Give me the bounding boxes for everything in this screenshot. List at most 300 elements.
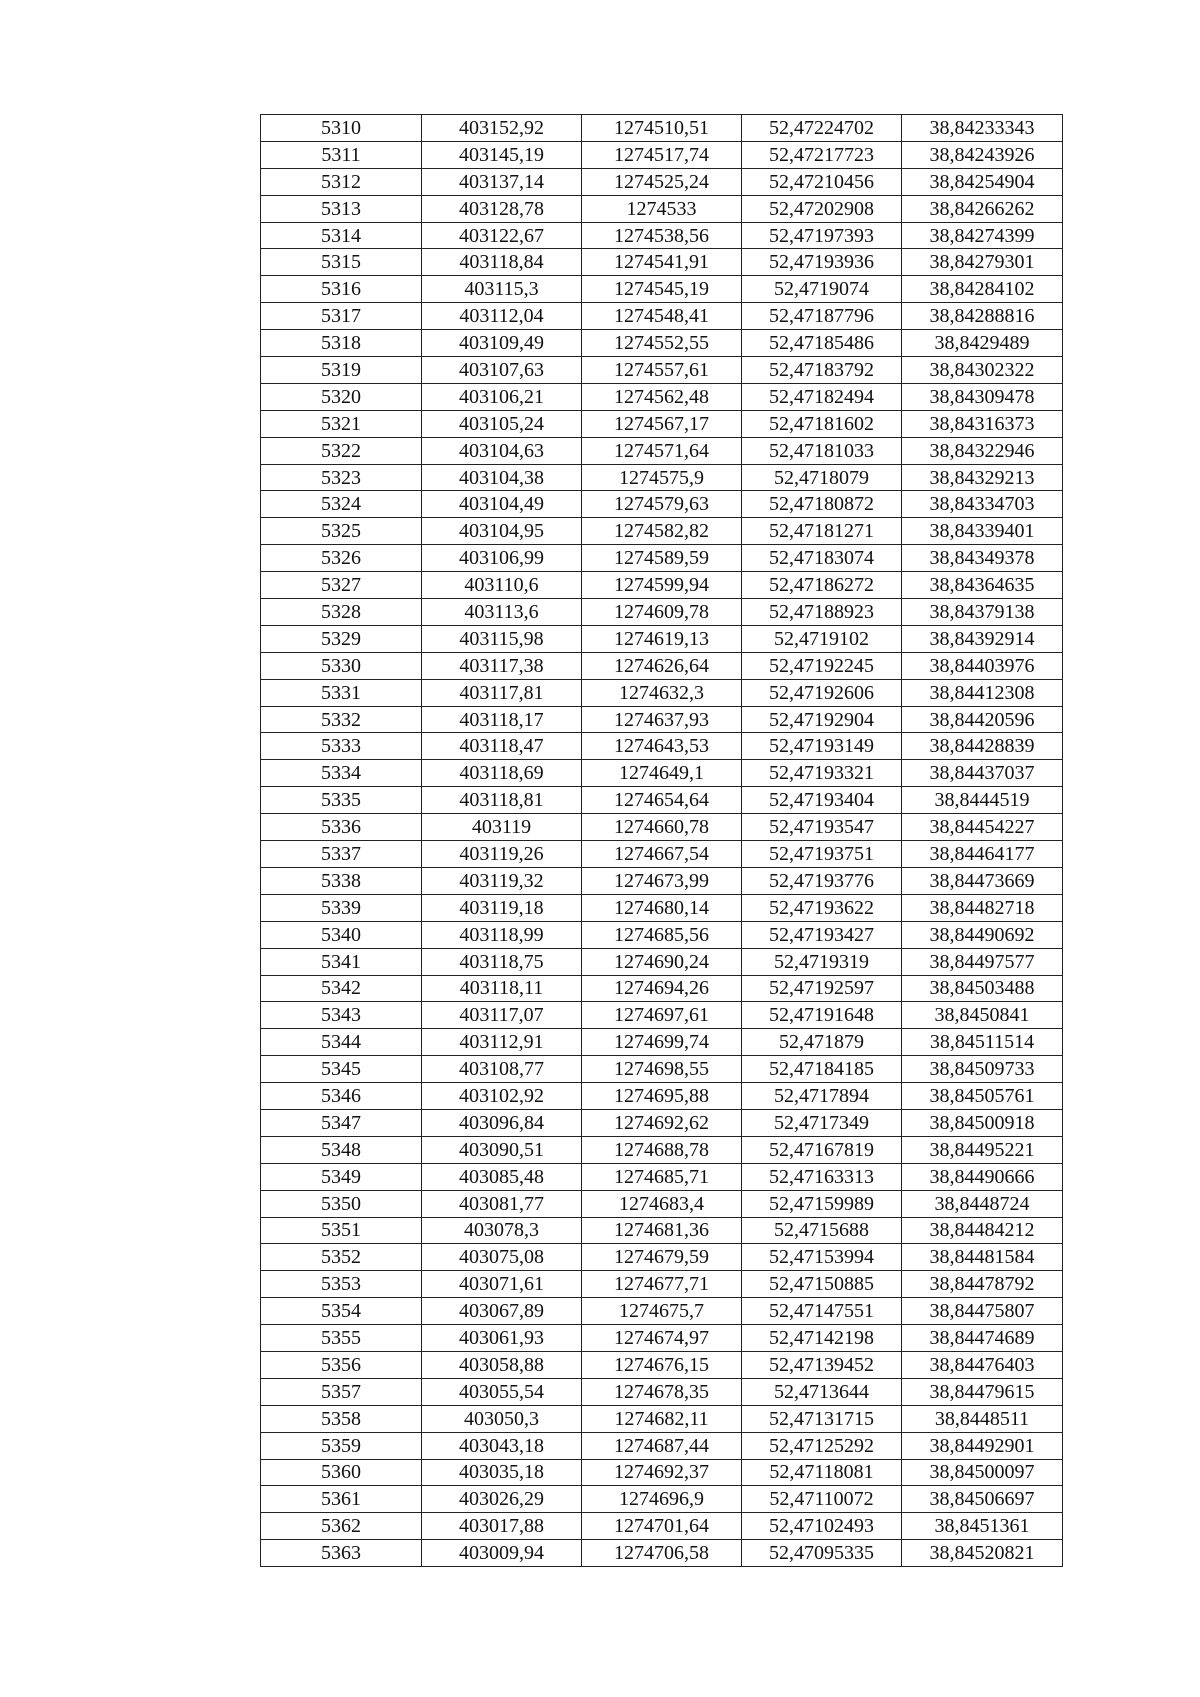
- point-number-cell: 5354: [261, 1298, 422, 1325]
- table-row: [261, 599, 1063, 626]
- point-number-cell: 5327: [261, 572, 422, 599]
- x-coordinate-cell: 403115,3: [422, 276, 582, 303]
- longitude-cell: 38,84437037: [902, 760, 1063, 787]
- table-row: [261, 787, 1063, 814]
- point-number-cell: 5314: [261, 222, 422, 249]
- table-row: [261, 518, 1063, 545]
- x-coordinate-cell: 403117,81: [422, 679, 582, 706]
- point-number-cell: 5355: [261, 1325, 422, 1352]
- point-number-cell: 5329: [261, 625, 422, 652]
- x-coordinate-cell: 403061,93: [422, 1325, 582, 1352]
- latitude-cell: 52,4719102: [742, 625, 902, 652]
- point-number-cell: 5312: [261, 168, 422, 195]
- table-row: [261, 679, 1063, 706]
- y-coordinate-cell: 1274677,71: [582, 1271, 742, 1298]
- longitude-cell: 38,84284102: [902, 276, 1063, 303]
- point-number-cell: 5333: [261, 733, 422, 760]
- x-coordinate-cell: 403118,17: [422, 706, 582, 733]
- x-coordinate-cell: 403085,48: [422, 1163, 582, 1190]
- table-row: [261, 867, 1063, 894]
- longitude-cell: 38,84379138: [902, 599, 1063, 626]
- table-row: [261, 921, 1063, 948]
- table-row: [261, 975, 1063, 1002]
- table-row: [261, 1109, 1063, 1136]
- x-coordinate-cell: 403090,51: [422, 1136, 582, 1163]
- y-coordinate-cell: 1274676,15: [582, 1351, 742, 1378]
- latitude-cell: 52,47102493: [742, 1513, 902, 1540]
- x-coordinate-cell: 403128,78: [422, 195, 582, 222]
- point-number-cell: 5319: [261, 357, 422, 384]
- point-number-cell: 5310: [261, 115, 422, 142]
- table-row: [261, 141, 1063, 168]
- x-coordinate-cell: 403117,38: [422, 652, 582, 679]
- longitude-cell: 38,84322946: [902, 437, 1063, 464]
- latitude-cell: 52,47193404: [742, 787, 902, 814]
- longitude-cell: 38,8451361: [902, 1513, 1063, 1540]
- latitude-cell: 52,47224702: [742, 115, 902, 142]
- point-number-cell: 5331: [261, 679, 422, 706]
- y-coordinate-cell: 1274687,44: [582, 1432, 742, 1459]
- longitude-cell: 38,84464177: [902, 841, 1063, 868]
- point-number-cell: 5334: [261, 760, 422, 787]
- table-row: [261, 437, 1063, 464]
- table-row: [261, 276, 1063, 303]
- x-coordinate-cell: 403071,61: [422, 1271, 582, 1298]
- longitude-cell: 38,84476403: [902, 1351, 1063, 1378]
- point-number-cell: 5360: [261, 1459, 422, 1486]
- latitude-cell: 52,47192606: [742, 679, 902, 706]
- table-row: [261, 948, 1063, 975]
- table-row: [261, 1298, 1063, 1325]
- x-coordinate-cell: 403035,18: [422, 1459, 582, 1486]
- x-coordinate-cell: 403119,18: [422, 894, 582, 921]
- x-coordinate-cell: 403110,6: [422, 572, 582, 599]
- point-number-cell: 5335: [261, 787, 422, 814]
- longitude-cell: 38,84478792: [902, 1271, 1063, 1298]
- point-number-cell: 5322: [261, 437, 422, 464]
- latitude-cell: 52,47185486: [742, 330, 902, 357]
- longitude-cell: 38,84505761: [902, 1083, 1063, 1110]
- point-number-cell: 5317: [261, 303, 422, 330]
- table-row: [261, 330, 1063, 357]
- latitude-cell: 52,47153994: [742, 1244, 902, 1271]
- x-coordinate-cell: 403152,92: [422, 115, 582, 142]
- table-row: [261, 1029, 1063, 1056]
- latitude-cell: 52,47191648: [742, 1002, 902, 1029]
- longitude-cell: 38,84511514: [902, 1029, 1063, 1056]
- y-coordinate-cell: 1274654,64: [582, 787, 742, 814]
- y-coordinate-cell: 1274619,13: [582, 625, 742, 652]
- y-coordinate-cell: 1274675,7: [582, 1298, 742, 1325]
- point-number-cell: 5313: [261, 195, 422, 222]
- x-coordinate-cell: 403096,84: [422, 1109, 582, 1136]
- longitude-cell: 38,84484212: [902, 1217, 1063, 1244]
- y-coordinate-cell: 1274696,9: [582, 1486, 742, 1513]
- longitude-cell: 38,84302322: [902, 357, 1063, 384]
- point-number-cell: 5337: [261, 841, 422, 868]
- x-coordinate-cell: 403104,38: [422, 464, 582, 491]
- y-coordinate-cell: 1274682,11: [582, 1405, 742, 1432]
- latitude-cell: 52,471879: [742, 1029, 902, 1056]
- table-row: [261, 1432, 1063, 1459]
- x-coordinate-cell: 403119: [422, 814, 582, 841]
- latitude-cell: 52,47193427: [742, 921, 902, 948]
- table-row: [261, 1351, 1063, 1378]
- latitude-cell: 52,47095335: [742, 1540, 902, 1567]
- table-row: [261, 1217, 1063, 1244]
- y-coordinate-cell: 1274510,51: [582, 115, 742, 142]
- latitude-cell: 52,47159989: [742, 1190, 902, 1217]
- table-row: [261, 545, 1063, 572]
- longitude-cell: 38,8448511: [902, 1405, 1063, 1432]
- longitude-cell: 38,84503488: [902, 975, 1063, 1002]
- y-coordinate-cell: 1274626,64: [582, 652, 742, 679]
- longitude-cell: 38,8429489: [902, 330, 1063, 357]
- point-number-cell: 5341: [261, 948, 422, 975]
- table-row: [261, 1540, 1063, 1567]
- table-row: [261, 841, 1063, 868]
- x-coordinate-cell: 403137,14: [422, 168, 582, 195]
- table-row: [261, 1459, 1063, 1486]
- longitude-cell: 38,84279301: [902, 249, 1063, 276]
- table-row: [261, 1002, 1063, 1029]
- latitude-cell: 52,4715688: [742, 1217, 902, 1244]
- latitude-cell: 52,47181033: [742, 437, 902, 464]
- point-number-cell: 5347: [261, 1109, 422, 1136]
- x-coordinate-cell: 403107,63: [422, 357, 582, 384]
- longitude-cell: 38,84490692: [902, 921, 1063, 948]
- x-coordinate-cell: 403118,11: [422, 975, 582, 1002]
- longitude-cell: 38,84233343: [902, 115, 1063, 142]
- latitude-cell: 52,4713644: [742, 1378, 902, 1405]
- x-coordinate-cell: 403122,67: [422, 222, 582, 249]
- point-number-cell: 5349: [261, 1163, 422, 1190]
- longitude-cell: 38,84492901: [902, 1432, 1063, 1459]
- x-coordinate-cell: 403119,26: [422, 841, 582, 868]
- longitude-cell: 38,84509733: [902, 1056, 1063, 1083]
- point-number-cell: 5338: [261, 867, 422, 894]
- longitude-cell: 38,84349378: [902, 545, 1063, 572]
- x-coordinate-cell: 403058,88: [422, 1351, 582, 1378]
- y-coordinate-cell: 1274673,99: [582, 867, 742, 894]
- y-coordinate-cell: 1274680,14: [582, 894, 742, 921]
- y-coordinate-cell: 1274667,54: [582, 841, 742, 868]
- longitude-cell: 38,84482718: [902, 894, 1063, 921]
- table-row: [261, 814, 1063, 841]
- x-coordinate-cell: 403118,99: [422, 921, 582, 948]
- y-coordinate-cell: 1274557,61: [582, 357, 742, 384]
- latitude-cell: 52,47188923: [742, 599, 902, 626]
- x-coordinate-cell: 403075,08: [422, 1244, 582, 1271]
- table-row: [261, 760, 1063, 787]
- y-coordinate-cell: 1274552,55: [582, 330, 742, 357]
- point-number-cell: 5328: [261, 599, 422, 626]
- y-coordinate-cell: 1274579,63: [582, 491, 742, 518]
- latitude-cell: 52,47187796: [742, 303, 902, 330]
- x-coordinate-cell: 403026,29: [422, 1486, 582, 1513]
- y-coordinate-cell: 1274683,4: [582, 1190, 742, 1217]
- latitude-cell: 52,47193622: [742, 894, 902, 921]
- y-coordinate-cell: 1274562,48: [582, 383, 742, 410]
- longitude-cell: 38,84490666: [902, 1163, 1063, 1190]
- x-coordinate-cell: 403118,75: [422, 948, 582, 975]
- table-row: [261, 303, 1063, 330]
- latitude-cell: 52,4717349: [742, 1109, 902, 1136]
- table-row: [261, 1271, 1063, 1298]
- latitude-cell: 52,47192904: [742, 706, 902, 733]
- point-number-cell: 5339: [261, 894, 422, 921]
- point-number-cell: 5348: [261, 1136, 422, 1163]
- latitude-cell: 52,4719319: [742, 948, 902, 975]
- latitude-cell: 52,47181271: [742, 518, 902, 545]
- x-coordinate-cell: 403117,07: [422, 1002, 582, 1029]
- point-number-cell: 5321: [261, 410, 422, 437]
- longitude-cell: 38,84392914: [902, 625, 1063, 652]
- x-coordinate-cell: 403118,47: [422, 733, 582, 760]
- x-coordinate-cell: 403106,21: [422, 383, 582, 410]
- x-coordinate-cell: 403118,81: [422, 787, 582, 814]
- y-coordinate-cell: 1274679,59: [582, 1244, 742, 1271]
- point-number-cell: 5324: [261, 491, 422, 518]
- point-number-cell: 5346: [261, 1083, 422, 1110]
- point-number-cell: 5323: [261, 464, 422, 491]
- point-number-cell: 5332: [261, 706, 422, 733]
- y-coordinate-cell: 1274525,24: [582, 168, 742, 195]
- longitude-cell: 38,84500918: [902, 1109, 1063, 1136]
- table-row: [261, 733, 1063, 760]
- table-row: [261, 464, 1063, 491]
- latitude-cell: 52,47182494: [742, 383, 902, 410]
- latitude-cell: 52,47183074: [742, 545, 902, 572]
- point-number-cell: 5320: [261, 383, 422, 410]
- longitude-cell: 38,84474689: [902, 1325, 1063, 1352]
- x-coordinate-cell: 403108,77: [422, 1056, 582, 1083]
- point-number-cell: 5356: [261, 1351, 422, 1378]
- x-coordinate-cell: 403009,94: [422, 1540, 582, 1567]
- point-number-cell: 5340: [261, 921, 422, 948]
- longitude-cell: 38,84364635: [902, 572, 1063, 599]
- point-number-cell: 5342: [261, 975, 422, 1002]
- longitude-cell: 38,84475807: [902, 1298, 1063, 1325]
- latitude-cell: 52,47181602: [742, 410, 902, 437]
- x-coordinate-cell: 403109,49: [422, 330, 582, 357]
- table-row: [261, 572, 1063, 599]
- y-coordinate-cell: 1274545,19: [582, 276, 742, 303]
- latitude-cell: 52,4717894: [742, 1083, 902, 1110]
- table-row: [261, 706, 1063, 733]
- y-coordinate-cell: 1274685,56: [582, 921, 742, 948]
- latitude-cell: 52,47131715: [742, 1405, 902, 1432]
- y-coordinate-cell: 1274674,97: [582, 1325, 742, 1352]
- x-coordinate-cell: 403067,89: [422, 1298, 582, 1325]
- table-row: [261, 1325, 1063, 1352]
- longitude-cell: 38,8450841: [902, 1002, 1063, 1029]
- point-number-cell: 5351: [261, 1217, 422, 1244]
- y-coordinate-cell: 1274699,74: [582, 1029, 742, 1056]
- x-coordinate-cell: 403106,99: [422, 545, 582, 572]
- y-coordinate-cell: 1274533: [582, 195, 742, 222]
- y-coordinate-cell: 1274681,36: [582, 1217, 742, 1244]
- point-number-cell: 5344: [261, 1029, 422, 1056]
- table-row: [261, 168, 1063, 195]
- point-number-cell: 5359: [261, 1432, 422, 1459]
- coordinates-table: [260, 114, 1063, 1567]
- table-row: [261, 1486, 1063, 1513]
- y-coordinate-cell: 1274706,58: [582, 1540, 742, 1567]
- y-coordinate-cell: 1274599,94: [582, 572, 742, 599]
- latitude-cell: 52,47183792: [742, 357, 902, 384]
- x-coordinate-cell: 403118,84: [422, 249, 582, 276]
- y-coordinate-cell: 1274692,62: [582, 1109, 742, 1136]
- longitude-cell: 38,84412308: [902, 679, 1063, 706]
- table-row: [261, 410, 1063, 437]
- point-number-cell: 5350: [261, 1190, 422, 1217]
- point-number-cell: 5358: [261, 1405, 422, 1432]
- y-coordinate-cell: 1274567,17: [582, 410, 742, 437]
- y-coordinate-cell: 1274685,71: [582, 1163, 742, 1190]
- longitude-cell: 38,84274399: [902, 222, 1063, 249]
- x-coordinate-cell: 403112,04: [422, 303, 582, 330]
- table-row: [261, 383, 1063, 410]
- latitude-cell: 52,47125292: [742, 1432, 902, 1459]
- latitude-cell: 52,47202908: [742, 195, 902, 222]
- latitude-cell: 52,47184185: [742, 1056, 902, 1083]
- latitude-cell: 52,47186272: [742, 572, 902, 599]
- y-coordinate-cell: 1274698,55: [582, 1056, 742, 1083]
- table-row: [261, 1244, 1063, 1271]
- table-row: [261, 652, 1063, 679]
- table-row: [261, 1405, 1063, 1432]
- longitude-cell: 38,8444519: [902, 787, 1063, 814]
- longitude-cell: 38,84243926: [902, 141, 1063, 168]
- y-coordinate-cell: 1274695,88: [582, 1083, 742, 1110]
- latitude-cell: 52,47193149: [742, 733, 902, 760]
- y-coordinate-cell: 1274701,64: [582, 1513, 742, 1540]
- longitude-cell: 38,84288816: [902, 303, 1063, 330]
- latitude-cell: 52,47110072: [742, 1486, 902, 1513]
- latitude-cell: 52,47163313: [742, 1163, 902, 1190]
- longitude-cell: 38,8448724: [902, 1190, 1063, 1217]
- point-number-cell: 5361: [261, 1486, 422, 1513]
- x-coordinate-cell: 403102,92: [422, 1083, 582, 1110]
- point-number-cell: 5318: [261, 330, 422, 357]
- latitude-cell: 52,4719074: [742, 276, 902, 303]
- table-row: [261, 1190, 1063, 1217]
- latitude-cell: 52,47193547: [742, 814, 902, 841]
- latitude-cell: 52,47217723: [742, 141, 902, 168]
- point-number-cell: 5343: [261, 1002, 422, 1029]
- y-coordinate-cell: 1274548,41: [582, 303, 742, 330]
- y-coordinate-cell: 1274692,37: [582, 1459, 742, 1486]
- table-row: [261, 357, 1063, 384]
- longitude-cell: 38,84309478: [902, 383, 1063, 410]
- point-number-cell: 5325: [261, 518, 422, 545]
- y-coordinate-cell: 1274589,59: [582, 545, 742, 572]
- point-number-cell: 5345: [261, 1056, 422, 1083]
- longitude-cell: 38,84403976: [902, 652, 1063, 679]
- y-coordinate-cell: 1274632,3: [582, 679, 742, 706]
- y-coordinate-cell: 1274575,9: [582, 464, 742, 491]
- longitude-cell: 38,84428839: [902, 733, 1063, 760]
- point-number-cell: 5362: [261, 1513, 422, 1540]
- latitude-cell: 52,47150885: [742, 1271, 902, 1298]
- y-coordinate-cell: 1274571,64: [582, 437, 742, 464]
- latitude-cell: 52,47193936: [742, 249, 902, 276]
- longitude-cell: 38,84500097: [902, 1459, 1063, 1486]
- y-coordinate-cell: 1274582,82: [582, 518, 742, 545]
- point-number-cell: 5315: [261, 249, 422, 276]
- point-number-cell: 5316: [261, 276, 422, 303]
- x-coordinate-cell: 403104,49: [422, 491, 582, 518]
- x-coordinate-cell: 403050,3: [422, 1405, 582, 1432]
- table-row: [261, 249, 1063, 276]
- latitude-cell: 52,47192597: [742, 975, 902, 1002]
- table-row: [261, 1056, 1063, 1083]
- latitude-cell: 52,47192245: [742, 652, 902, 679]
- y-coordinate-cell: 1274541,91: [582, 249, 742, 276]
- latitude-cell: 52,47197393: [742, 222, 902, 249]
- table-row: [261, 1513, 1063, 1540]
- x-coordinate-cell: 403118,69: [422, 760, 582, 787]
- point-number-cell: 5353: [261, 1271, 422, 1298]
- table-row: [261, 491, 1063, 518]
- y-coordinate-cell: 1274660,78: [582, 814, 742, 841]
- x-coordinate-cell: 403113,6: [422, 599, 582, 626]
- x-coordinate-cell: 403104,95: [422, 518, 582, 545]
- x-coordinate-cell: 403105,24: [422, 410, 582, 437]
- x-coordinate-cell: 403119,32: [422, 867, 582, 894]
- x-coordinate-cell: 403055,54: [422, 1378, 582, 1405]
- longitude-cell: 38,84506697: [902, 1486, 1063, 1513]
- table-row: [261, 1378, 1063, 1405]
- latitude-cell: 52,47193321: [742, 760, 902, 787]
- latitude-cell: 52,47147551: [742, 1298, 902, 1325]
- x-coordinate-cell: 403104,63: [422, 437, 582, 464]
- y-coordinate-cell: 1274637,93: [582, 706, 742, 733]
- latitude-cell: 52,47210456: [742, 168, 902, 195]
- point-number-cell: 5326: [261, 545, 422, 572]
- table-row: [261, 1163, 1063, 1190]
- latitude-cell: 52,47142198: [742, 1325, 902, 1352]
- coordinates-table-body: [261, 115, 1063, 1567]
- point-number-cell: 5336: [261, 814, 422, 841]
- longitude-cell: 38,84316373: [902, 410, 1063, 437]
- longitude-cell: 38,84454227: [902, 814, 1063, 841]
- y-coordinate-cell: 1274688,78: [582, 1136, 742, 1163]
- longitude-cell: 38,84473669: [902, 867, 1063, 894]
- longitude-cell: 38,84520821: [902, 1540, 1063, 1567]
- longitude-cell: 38,84495221: [902, 1136, 1063, 1163]
- table-row: [261, 115, 1063, 142]
- y-coordinate-cell: 1274678,35: [582, 1378, 742, 1405]
- longitude-cell: 38,84266262: [902, 195, 1063, 222]
- y-coordinate-cell: 1274517,74: [582, 141, 742, 168]
- x-coordinate-cell: 403017,88: [422, 1513, 582, 1540]
- y-coordinate-cell: 1274609,78: [582, 599, 742, 626]
- table-row: [261, 894, 1063, 921]
- latitude-cell: 52,47118081: [742, 1459, 902, 1486]
- point-number-cell: 5357: [261, 1378, 422, 1405]
- table-row: [261, 625, 1063, 652]
- y-coordinate-cell: 1274643,53: [582, 733, 742, 760]
- table-row: [261, 195, 1063, 222]
- point-number-cell: 5363: [261, 1540, 422, 1567]
- point-number-cell: 5330: [261, 652, 422, 679]
- latitude-cell: 52,47193751: [742, 841, 902, 868]
- longitude-cell: 38,84339401: [902, 518, 1063, 545]
- y-coordinate-cell: 1274690,24: [582, 948, 742, 975]
- latitude-cell: 52,47139452: [742, 1351, 902, 1378]
